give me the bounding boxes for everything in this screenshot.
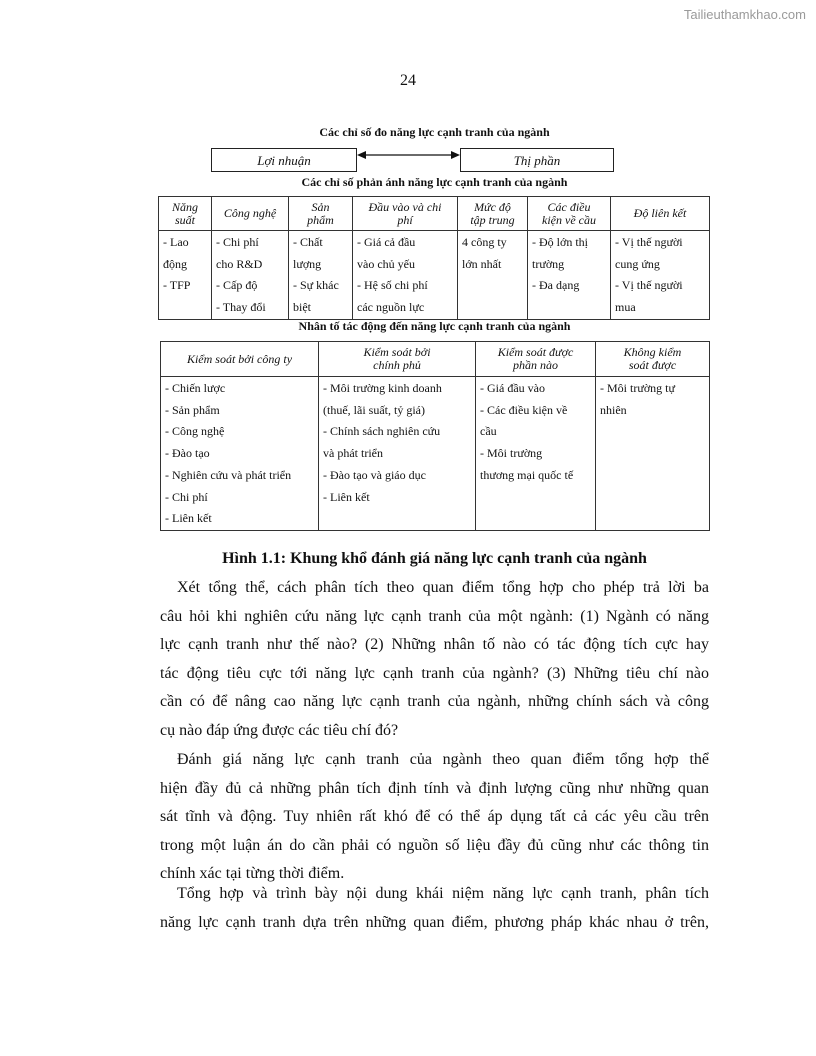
column-header-line: Kiểm soát bởi công ty xyxy=(186,351,293,366)
cell-line: (thuế, lãi suất, tỷ giá) xyxy=(323,402,425,417)
cell-line: biệt xyxy=(293,300,311,315)
text-line: Đánh giá năng lực cạnh tranh của ngành theo quan điểm tổng hợp thể xyxy=(177,751,709,768)
text-line: cần có để nâng cao năng lực cạnh tranh của ngành, những chính sách và công xyxy=(160,693,709,711)
column-header-line: Sản xyxy=(311,199,330,214)
cell-line: - Giá đầu vào xyxy=(480,381,545,395)
column-header xyxy=(289,197,353,231)
column-header-line: soát được xyxy=(628,358,677,372)
column-header-line: chính phủ xyxy=(373,358,421,372)
cell-line: - Đào tạo và giáo dục xyxy=(323,467,426,482)
text-line: trong một luận án do cần phải có nguồn số liệu đầy đủ cũng như các thông tin xyxy=(160,836,709,854)
column-header-line: Các điều xyxy=(547,199,591,214)
cell-line: - Liên kết xyxy=(323,489,370,504)
watermark: Tailieuthamkhao.com xyxy=(683,7,806,22)
cell-line: - Chất xyxy=(293,235,323,249)
column-header-line: phí xyxy=(397,212,413,227)
column-header-line: Kiểm soát bởi xyxy=(363,345,431,359)
cell-line: - Chi phí xyxy=(165,489,208,504)
table-cell xyxy=(289,231,353,320)
cell-line: cầu xyxy=(480,424,497,439)
cell-line: lượng xyxy=(293,256,322,271)
cell-line: vào chủ yếu xyxy=(357,256,415,271)
cell-line: - Đào tạo xyxy=(165,446,210,461)
column-header-line: tập trung xyxy=(470,212,515,227)
column-header xyxy=(161,342,319,377)
cell-line: - Môi trường xyxy=(480,446,543,461)
profit-box-label: Lợi nhuận xyxy=(257,153,311,168)
text-line: tác động tiêu cực tới năng lực cạnh tranh của ngành? (3) Những tiêu chí nào xyxy=(160,664,709,682)
cell-line: các nguồn lực xyxy=(357,300,425,315)
text-line: sát tĩnh và động. Tuy nhiên rất khó để có thể áp dụng tất cả các yêu cầu trên xyxy=(160,808,709,826)
cell-line: 4 công ty xyxy=(462,235,507,249)
indicator-table xyxy=(158,196,710,320)
column-header-line: Công nghệ xyxy=(223,206,277,220)
text-line: lực cạnh tranh như thế nào? (2) Những nhân tố nào có tác động tích cực hay xyxy=(160,636,709,654)
double-arrow-icon xyxy=(357,148,460,160)
cell-line: - Môi trường kinh doanh xyxy=(323,381,442,395)
market-share-box-label: Thị phần xyxy=(513,153,561,168)
paragraph-3 xyxy=(160,880,709,937)
cell-line: động xyxy=(163,256,187,271)
cell-line: trường xyxy=(532,256,565,271)
factor-title: Nhân tố tác động đến năng lực cạnh tranh của ngành xyxy=(298,319,571,333)
cell-line: - Đa dạng xyxy=(532,278,580,293)
text-line: Xét tổng thể, cách phân tích theo quan điểm tổng hợp cho phép trả lời ba xyxy=(177,579,709,596)
indicator-title: Các chỉ số phản ánh năng lực cạnh tranh của ngành xyxy=(301,175,568,189)
factor-table xyxy=(160,341,710,531)
cell-line: cung ứng xyxy=(615,256,660,271)
market-share-box xyxy=(460,148,614,172)
column-header xyxy=(353,197,458,231)
column-header xyxy=(458,197,528,231)
table-cell xyxy=(212,231,289,320)
column-header-line: Mức độ xyxy=(474,199,511,214)
cell-line: - Chiến lược xyxy=(165,381,226,395)
column-header xyxy=(212,197,289,231)
column-header-line: suất xyxy=(174,212,195,227)
cell-line: - Chi phí xyxy=(216,235,259,249)
table-cell xyxy=(353,231,458,320)
cell-line: - Công nghệ xyxy=(165,424,225,439)
cell-line: - Chính sách nghiên cứu xyxy=(323,424,441,439)
cell-line: cho R&D xyxy=(216,256,263,271)
table-cell xyxy=(159,231,212,320)
text-line: cụ nào đáp ứng được các tiêu chí đó? xyxy=(160,721,399,739)
cell-line: - Liên kết xyxy=(165,511,212,526)
text-line: chính xác tại từng thời điểm. xyxy=(160,865,345,883)
cell-line: - Thay đổi xyxy=(216,300,266,315)
text-line: hiện đầy đủ cả những phân tích định tính và định lượng cũng như những quan xyxy=(160,779,709,797)
cell-line: - Cấp độ xyxy=(216,278,258,293)
cell-line: - Nghiên cứu và phát triển xyxy=(165,467,292,482)
profit-box xyxy=(211,148,357,172)
cell-line: - Giá cả đầu xyxy=(357,235,416,249)
cell-line: - TFP xyxy=(163,278,191,293)
column-header xyxy=(476,342,596,377)
column-header-line: Năng xyxy=(171,199,198,214)
column-header-line: Độ liên kết xyxy=(633,206,687,220)
table-cell xyxy=(611,231,710,320)
cell-line: nhiên xyxy=(600,402,627,417)
cell-line: - Các điều kiện về xyxy=(480,402,568,417)
cell-line: - Vị thế người xyxy=(615,278,683,293)
cell-line: - Môi trường tự xyxy=(600,381,676,395)
column-header-line: kiện về cầu xyxy=(542,212,596,227)
column-header-line: phẩm xyxy=(307,212,334,227)
cell-line: - Sản phẩm xyxy=(165,402,220,417)
cell-line: thương mại quốc tế xyxy=(480,467,574,482)
column-header-line: Không kiểm xyxy=(623,345,682,359)
paragraph-1 xyxy=(160,574,709,746)
cell-line: mua xyxy=(615,300,636,315)
table-cell xyxy=(596,377,710,531)
measure-title: Các chỉ số đo năng lực cạnh tranh của ngành xyxy=(319,125,550,139)
figure-caption: Hình 1.1: Khung khổ đánh giá năng lực cạnh tranh của ngành xyxy=(222,550,647,567)
text-line: Tổng hợp và trình bày nội dung khái niệm năng lực cạnh tranh, phân tích xyxy=(177,885,709,902)
table-cell xyxy=(528,231,611,320)
cell-line: - Sự khác xyxy=(293,278,339,293)
cell-line: lớn nhất xyxy=(462,256,502,271)
text-line: câu hỏi khi nghiên cứu năng lực cạnh tranh của một ngành: (1) Ngành có năng xyxy=(160,607,709,625)
column-header xyxy=(611,197,710,231)
column-header xyxy=(528,197,611,231)
table-cell xyxy=(476,377,596,531)
text-line: năng lực cạnh tranh dựa trên những quan điểm, phương pháp khác nhau ở trên, xyxy=(160,913,709,931)
column-header-line: phần nào xyxy=(513,358,558,372)
cell-line: và phát triển xyxy=(323,446,383,461)
table-cell xyxy=(458,231,528,320)
column-header xyxy=(596,342,710,377)
cell-line: - Hệ số chi phí xyxy=(357,278,428,293)
column-header xyxy=(319,342,476,377)
cell-line: - Vị thế người xyxy=(615,235,683,249)
column-header xyxy=(159,197,212,231)
page-number: 24 xyxy=(400,72,416,89)
table-cell xyxy=(319,377,476,531)
column-header-line: Kiểm soát được xyxy=(497,345,574,359)
table-cell xyxy=(161,377,319,531)
paragraph-2 xyxy=(160,746,709,889)
cell-line: - Độ lớn thị xyxy=(532,235,589,249)
cell-line: - Lao xyxy=(163,235,189,249)
column-header-line: Đầu vào và chi xyxy=(368,199,442,214)
